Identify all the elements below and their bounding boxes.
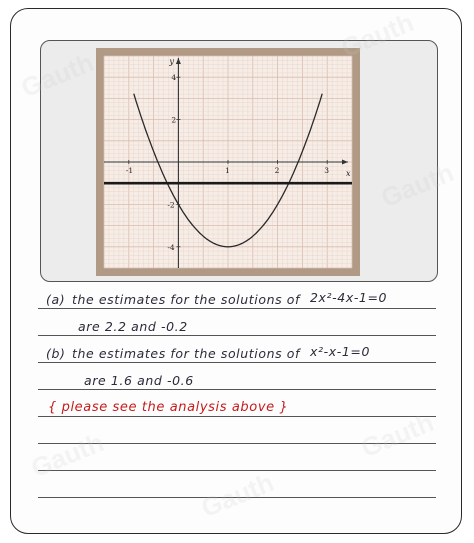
x-tick-label: 2: [274, 166, 280, 175]
ruled-line: [38, 470, 436, 471]
analysis-note: { please see the analysis above }: [48, 400, 289, 415]
y-tick-label: -2: [167, 200, 175, 210]
y-tick-label: 2: [171, 115, 177, 125]
x-tick-label: -1: [125, 166, 134, 175]
ruled-line: [38, 335, 436, 336]
part-b-label: (b): [46, 346, 66, 361]
x-tick-label: 1: [225, 166, 230, 175]
x-axis-label: x: [346, 169, 351, 178]
y-tick-label: 4: [171, 73, 177, 83]
part-a-answer: are 2.2 and -0.2: [78, 319, 188, 334]
ruled-line: [38, 443, 436, 444]
part-a-label: (a): [46, 292, 66, 307]
ruled-line: [38, 497, 436, 498]
ruled-line: [38, 362, 436, 363]
part-b-equation: x²-x-1=0: [310, 344, 371, 359]
x-tick-label: 3: [324, 166, 329, 175]
parabola-graph: [96, 48, 360, 276]
graph-photo: [96, 48, 360, 276]
y-axis-label: y: [169, 57, 174, 66]
part-a-equation: 2x²-4x-1=0: [310, 290, 388, 305]
part-b-answer: are 1.6 and -0.6: [84, 373, 194, 388]
ruled-line: [38, 416, 436, 417]
y-tick-label: -4: [167, 242, 175, 252]
part-b-text: the estimates for the solutions of: [72, 346, 301, 361]
part-a-text: the estimates for the solutions of: [72, 292, 301, 307]
ruled-line: [38, 308, 436, 309]
ruled-line: [38, 389, 436, 390]
